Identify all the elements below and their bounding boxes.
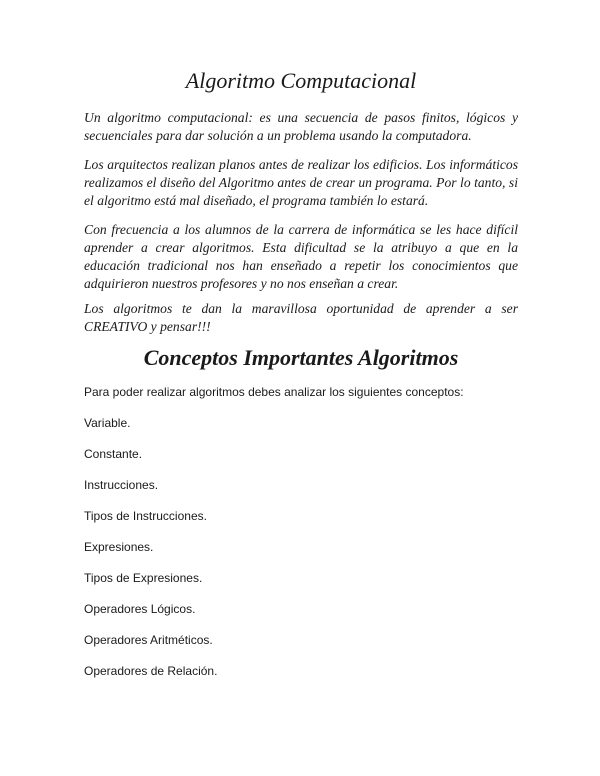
concept-item: Tipos de Expresiones. (84, 571, 203, 585)
concept-item: Operadores de Relación. (84, 664, 218, 678)
concept-item: Instrucciones. (84, 478, 159, 492)
paragraph-difficulty: Con frecuencia a los alumnos de la carrera de informática se les hace difícil aprender a crear algoritmos. Esta dificultad se la atribuyo a que en la educación tradicional nos han enseñado a repetir los conocimientos que adquirieron nuestros profesores y no nos enseñan a crear. (84, 222, 518, 291)
paragraph-architects: Los arquitectos realizan planos antes de realizar los edificios. Los informáticos realizamos el diseño del Algoritmo antes de crear un programa. Por lo tanto, si el algoritmo está mal diseñado, el programa también lo estará. (84, 157, 518, 208)
concepts-list (84, 415, 518, 694)
paragraph-creative: Los algoritmos te dan la maravillosa oportunidad de aprender a ser CREATIVO y pensar!!! (84, 301, 518, 334)
page-title: Algoritmo Computacional (185, 68, 417, 93)
concept-item: Operadores Aritméticos. (84, 633, 213, 647)
concepts-intro: Para poder realizar algoritmos debes analizar los siguientes conceptos: (84, 385, 464, 399)
concept-item: Operadores Lógicos. (84, 602, 196, 616)
section-title: Conceptos Importantes Algoritmos (143, 345, 459, 370)
concept-item: Constante. (84, 447, 143, 461)
concept-item: Expresiones. (84, 540, 154, 554)
concept-item: Variable. (84, 416, 131, 430)
paragraph-definition: Un algoritmo computacional: es una secuencia de pasos finitos, lógicos y secuenciales para dar solución a un problema usando la computadora. (84, 110, 518, 143)
concept-item: Tipos de Instrucciones. (84, 509, 207, 523)
